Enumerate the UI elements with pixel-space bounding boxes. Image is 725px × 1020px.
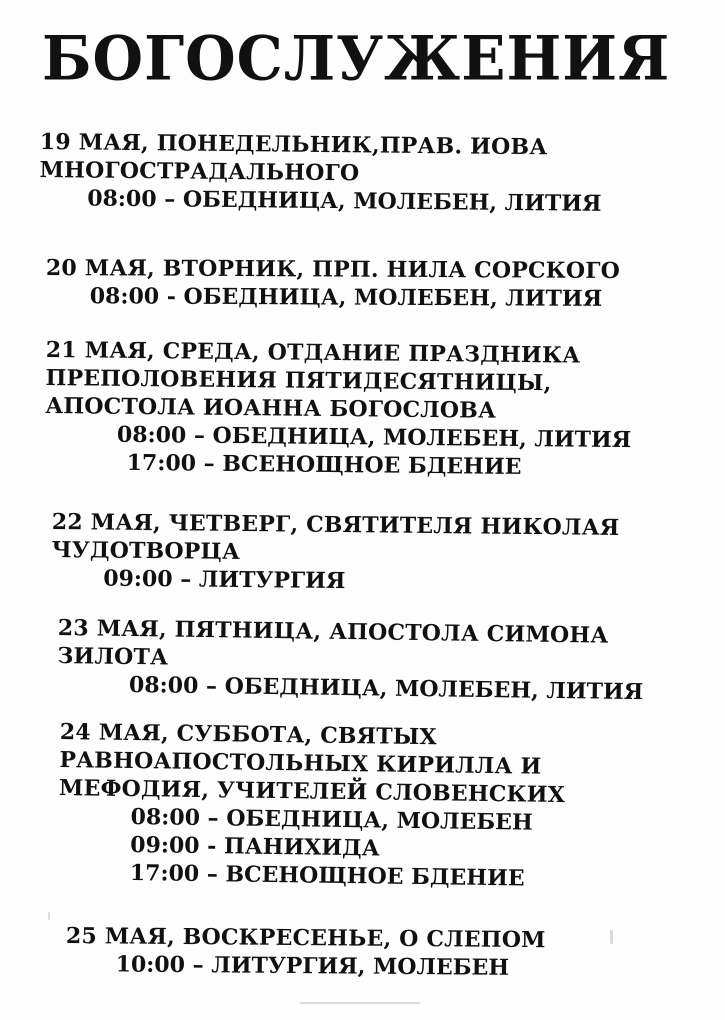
- schedule-entry-may-21: [45, 336, 633, 482]
- service-time-line: 08:00 - ОБЕДНИЦА, МОЛЕБЕН, ЛИТИЯ: [89, 283, 603, 312]
- service-time-line: 17:00 – ВСЕНОЩНОЕ БДЕНИЕ: [129, 859, 525, 892]
- entry-heading-line: 22 МАЯ, ЧЕТВЕРГ, СВЯТИТЕЛЯ НИКОЛАЯ: [51, 508, 620, 541]
- schedule-entry-may-25: [66, 922, 546, 982]
- service-time-line: 08:00 – ОБЕДНИЦА, МОЛЕБЕН, ЛИТИЯ: [116, 421, 632, 454]
- service-time-line: 09:00 - ПАНИХИДА: [130, 831, 380, 862]
- service-time-line: 10:00 – ЛИТУРГИЯ, МОЛЕБЕН: [115, 951, 510, 981]
- entry-heading-line: ЗИЛОТА: [57, 642, 169, 671]
- schedule-entry-may-24: [58, 718, 566, 893]
- entry-heading-line: 23 МАЯ, ПЯТНИЦА, АПОСТОЛА СИМОНА: [57, 614, 609, 649]
- schedule-entry-may-20: [46, 254, 620, 313]
- service-time-line: 08:00 – ОБЕДНИЦА, МОЛЕБЕН: [130, 803, 533, 836]
- entry-heading-line: МЕФОДИЯ, УЧИТЕЛЕЙ СЛОВЕНСКИХ: [58, 774, 566, 809]
- entry-heading-line: РАВНОАПОСТОЛЬНЫХ КИРИЛЛА И: [59, 746, 542, 780]
- print-smudge: [48, 912, 50, 920]
- entry-heading-line: 20 МАЯ, ВТОРНИК, ПРП. НИЛА СОРСКОГО: [45, 254, 621, 285]
- schedule-entry-may-22: [51, 508, 619, 598]
- entry-heading-line: 25 МАЯ, ВОСКРЕСЕНЬЕ, О СЛЕПОМ: [65, 922, 546, 954]
- entry-heading-line: 19 МАЯ, ПОНЕДЕЛЬНИК,ПРАВ. ИОВА: [39, 128, 548, 161]
- entry-heading-line: 21 МАЯ, СРЕДА, ОТДАНИЕ ПРАЗДНИКА: [45, 336, 581, 369]
- entry-heading-line: 24 МАЯ, СУББОТА, СВЯТЫХ: [59, 718, 437, 751]
- schedule-entry-may-23: [57, 614, 644, 706]
- service-time-line: 08:00 – ОБЕДНИЦА, МОЛЕБЕН, ЛИТИЯ: [128, 671, 644, 706]
- entry-heading-line: АПОСТОЛА ИОАННА БОГОСЛОВА: [45, 392, 497, 424]
- print-smudge: [610, 930, 613, 944]
- entry-heading-line: МНОГОСТРАДАЛЬНОГО: [39, 156, 360, 187]
- page-title: БОГОСЛУЖЕНИЯ: [42, 22, 671, 95]
- entry-heading-line: ЧУДОТВОРЦА: [51, 536, 241, 565]
- service-time-line: 17:00 – ВСЕНОЩНОЕ БДЕНИЕ: [126, 449, 522, 480]
- print-smudge: [300, 1002, 420, 1004]
- service-time-line: 09:00 – ЛИТУРГИЯ: [103, 565, 346, 595]
- entry-heading-line: ПРЕПОЛОВЕНИЯ ПЯТИДЕСЯТНИЦЫ,: [45, 364, 552, 397]
- schedule-entry-may-19: [39, 128, 602, 218]
- service-time-line: 08:00 – ОБЕДНИЦА, МОЛЕБЕН, ЛИТИЯ: [87, 185, 602, 217]
